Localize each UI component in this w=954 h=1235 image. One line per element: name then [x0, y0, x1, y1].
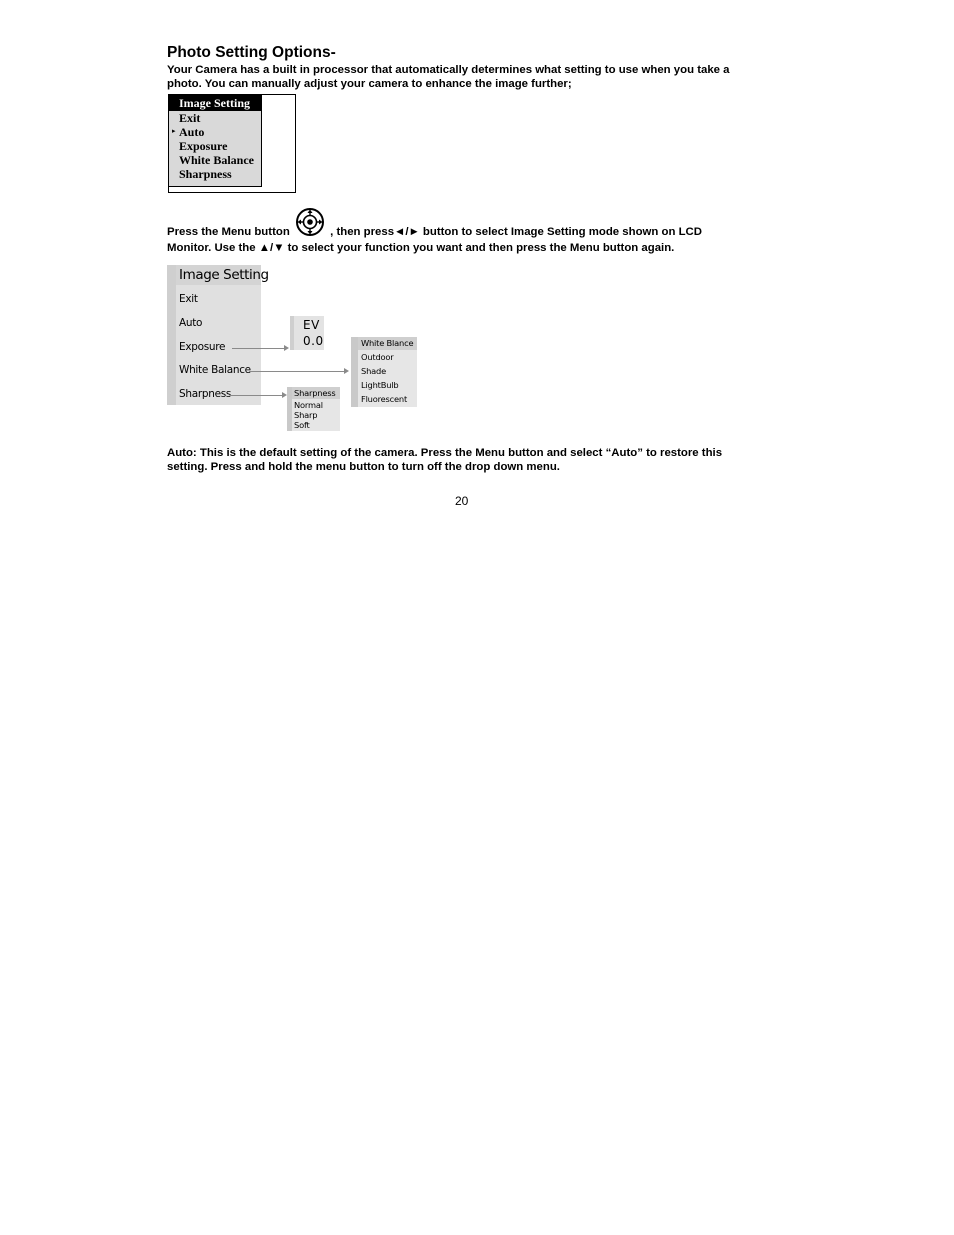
menu-item-exposure: Exposure: [179, 139, 228, 153]
diagram-menu-header: Image Setting: [179, 267, 269, 283]
page-number: 20: [455, 494, 469, 508]
sharpness-header: Sharpness: [294, 388, 336, 398]
exposure-ev-box: [290, 316, 324, 350]
sharpness-option-normal: Normal: [294, 400, 323, 410]
sharpness-option-sharp: Sharp: [294, 410, 318, 420]
auto-note-line-1: Auto: This is the default setting of the camera. Press the Menu button and select “Auto” to restore this: [167, 447, 723, 459]
auto-note-line-2: setting. Press and hold the menu button to turn off the drop down menu.: [167, 461, 560, 473]
diagram-menu-side-bar: [167, 265, 176, 405]
page-title: Photo Setting Options-: [167, 44, 336, 61]
instructions-line-2: Monitor. Use the ▲/▼ to select your function you want and then press the Menu button again.: [167, 242, 675, 254]
white-balance-submenu: [351, 337, 417, 407]
ev-side-bar: [290, 316, 294, 350]
instructions-part-2: , then press◄/► button to select Image Setting mode shown on LCD: [330, 226, 703, 239]
wb-option-outdoor: Outdoor: [361, 352, 394, 362]
connector-sharpness-arrow-icon: [282, 392, 287, 398]
menu-item-sharpness: Sharpness: [179, 167, 232, 181]
instructions-paragraph: [167, 223, 807, 255]
sharpness-submenu: [287, 387, 340, 431]
instructions-line-1: [167, 223, 807, 241]
diagram-item-sharpness: Sharpness: [179, 388, 232, 400]
intro-line-2: photo. You can manually adjust your camera to enhance the image further;: [167, 78, 572, 90]
diagram-item-exposure: Exposure: [179, 341, 226, 353]
wb-option-shade: Shade: [361, 366, 386, 376]
intro-line-1: Your Camera has a built in processor that automatically determines what setting to use when you take a: [167, 64, 730, 76]
white-balance-side-bar: [351, 337, 358, 407]
white-balance-header: White Blance: [361, 338, 414, 348]
menu-item-exit: Exit: [179, 111, 201, 125]
image-setting-diagram-menu: [167, 265, 269, 405]
connector-exposure-line: [232, 348, 284, 349]
menu-joystick-icon: [295, 223, 325, 241]
connector-white-balance-line: [249, 371, 344, 372]
connector-exposure-arrow-icon: [284, 345, 289, 351]
diagram-item-white-balance: White Balance: [179, 364, 251, 376]
wb-option-lightbulb: LightBulb: [361, 380, 399, 390]
ev-value: 0.0: [303, 334, 324, 348]
menu-item-auto: Auto: [179, 125, 205, 139]
intro-paragraph: [167, 63, 807, 91]
menu-header: Image Setting: [169, 95, 261, 111]
sharpness-side-bar: [287, 387, 292, 431]
sharpness-option-soft: Soft: [294, 420, 310, 430]
selection-arrow-icon: ▸: [172, 128, 176, 135]
menu-item-white-balance: White Balance: [179, 153, 254, 167]
diagram-item-auto: Auto: [179, 317, 203, 329]
image-setting-menu-screenshot: [168, 94, 296, 193]
wb-option-fluorescent: Fluorescent: [361, 394, 408, 404]
menu-panel: [169, 95, 262, 187]
diagram-item-exit: Exit: [179, 293, 198, 305]
ev-label: EV: [303, 318, 320, 332]
connector-white-balance-arrow-icon: [344, 368, 349, 374]
auto-note-paragraph: [167, 446, 807, 474]
connector-sharpness-line: [230, 395, 282, 396]
instructions-part-1: Press the Menu button: [167, 226, 290, 239]
